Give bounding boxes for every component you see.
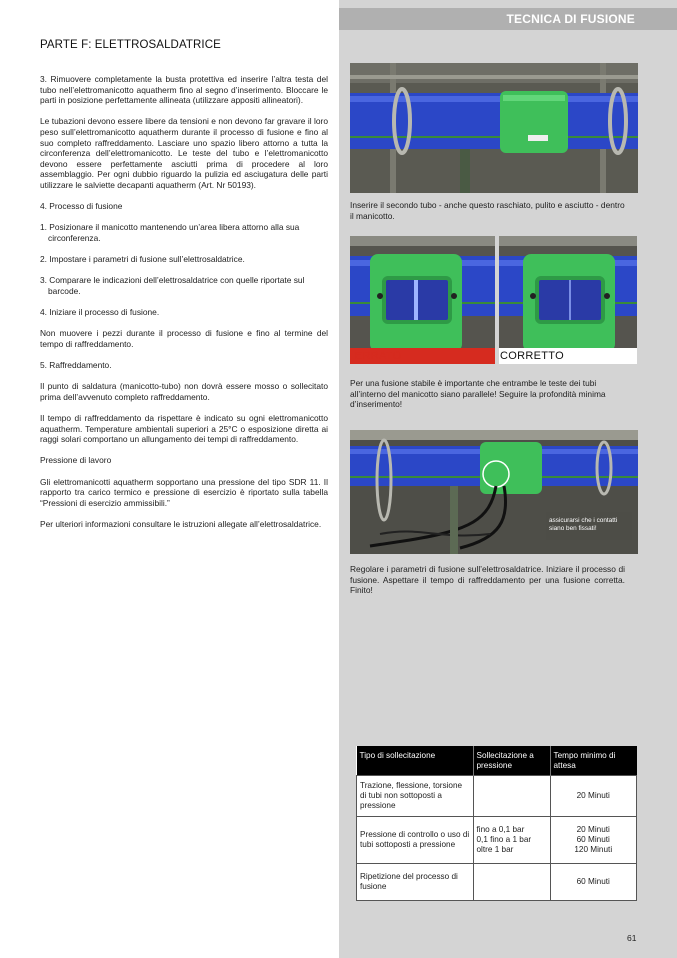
col-header-type: Tipo di sollecitazione (357, 746, 474, 776)
cell-time: 20 Minuti (550, 776, 637, 817)
paragraph: Il tempo di raffreddamento da rispettare è indicato su ogni elettromanicotto aquatherm. Temperature ambientali superiori a 25°C o esposizione diretta ai raggi solari comportano un allungamento dei tempi di raffreddamento. (40, 413, 328, 445)
waiting-time-table (356, 746, 637, 901)
cell-pressure (473, 776, 550, 817)
table-row (357, 817, 637, 864)
cell-pressure (473, 864, 550, 901)
table-row (357, 776, 637, 817)
caption-parallel-heads: Per una fusione stabile è importante che entrambe le teste dei tubi all’interno del manicotto siano parallele! Seguire la profondità minima d’inserimento! (350, 378, 606, 410)
caption-insert-pipe: Inserire il secondo tubo - anche questo raschiato, pulito e asciutto - dentro il manicotto. (350, 200, 625, 221)
label-wrong: ERRATO (355, 350, 402, 362)
photo-wrong (350, 236, 495, 364)
col-header-time: Tempo minimo di attesa (550, 746, 637, 776)
heading-cooling: 5. Raffreddamento. (40, 360, 112, 371)
step-3: 3. Comparare le indicazioni dell’elettrosaldatrice con quelle riportate sul barcode. (40, 275, 305, 296)
paragraph: 3. Rimuovere completamente la busta protettiva ed inserire l’altra testa del tubo nell’elettromanicotto aquatherm fino al segno d’inserimento. Bloccare le parti in posizione perfettamente allineata (utilizzare appositi allineatori). (40, 74, 328, 106)
paragraph: Per ulteriori informazioni consultare le istruzioni allegate all’elettrosaldatrice. (40, 518, 322, 529)
caption-set-parameters: Regolare i parametri di fusione sull’elettrosaldatrice. Iniziare il processo di fusione. Aspettare il tempo di raffreddamento per una fusione corretta. Finito! (350, 564, 625, 596)
cell-type: Ripetizione del processo di fusione (357, 864, 474, 901)
table-header-row (357, 746, 637, 776)
note-check-contacts: assicurarsi che i contatti siano ben fissati! (549, 517, 618, 532)
cell-pressure: fino a 0,1 bar 0,1 fino a 1 bar oltre 1 bar (473, 817, 550, 864)
step-2: 2. Impostare i parametri di fusione sull’elettrosaldatrice. (40, 254, 245, 265)
cell-type: Trazione, flessione, torsione di tubi non sottoposti a pressione (357, 776, 474, 817)
left-body-text (40, 74, 328, 540)
paragraph: Le tubazioni devono essere libere da tensioni e non devono far gravare il loro peso sull’elettromanicotto aquatherm durante il processo di fusione e fino al suo completo raffreddamento. Lasciare uno spazio libero attorno a tutta la circonferenza dell’elettromanicotto. Le teste del tubo e l’elettromanicotto devono essere perfettamente asciutti prima di procedere al loro assemblaggio. Per ogni dubbio riguardo la pulizia ed asciugatura delle parti utilizzare le salviette decapanti aquatherm (Art. Nr 50193). (40, 116, 328, 190)
photo-fusion-connected (350, 430, 638, 554)
col-header-pressure: Sollecitazione a pressione (473, 746, 550, 776)
photo-insert-second-pipe (350, 63, 638, 193)
page-number: 61 (627, 933, 637, 943)
table-row (357, 864, 637, 901)
section-title: TECNICA DI FUSIONE (506, 12, 635, 26)
paragraph: Il punto di saldatura (manicotto-tubo) non dovrà essere mosso o sollecitato prima dell’avvenuto completo raffreddamento. (40, 381, 328, 402)
paragraph: Gli elettromanicotti aquatherm sopportano una pressione del tipo SDR 11. Il rapporto tra carico termico e pressione di esercizio è riportato sulla tabella “Pressioni di esercizio ammissibili.” (40, 476, 328, 508)
heading-working-pressure: Pressione di lavoro (40, 455, 112, 466)
heading-fusion-process: 4. Processo di fusione (40, 201, 123, 212)
cell-time: 60 Minuti (550, 864, 637, 901)
part-title: PARTE F: ELETTROSALDATRICE (40, 39, 221, 51)
photo-correct (499, 236, 637, 364)
label-correct: CORRETTO (500, 350, 564, 362)
step-4: 4. Iniziare il processo di fusione. (40, 307, 160, 318)
cell-time: 20 Minuti 60 Minuti 120 Minuti (550, 817, 637, 864)
cell-type: Pressione di controllo o uso di tubi sottoposti a pressione (357, 817, 474, 864)
step-1: 1. Posizionare il manicotto mantenendo un’area libera attorno alla sua circonferenza. (40, 222, 300, 243)
paragraph: Non muovere i pezzi durante il processo di fusione e fino al termine del tempo di raffreddamento. (40, 328, 328, 349)
